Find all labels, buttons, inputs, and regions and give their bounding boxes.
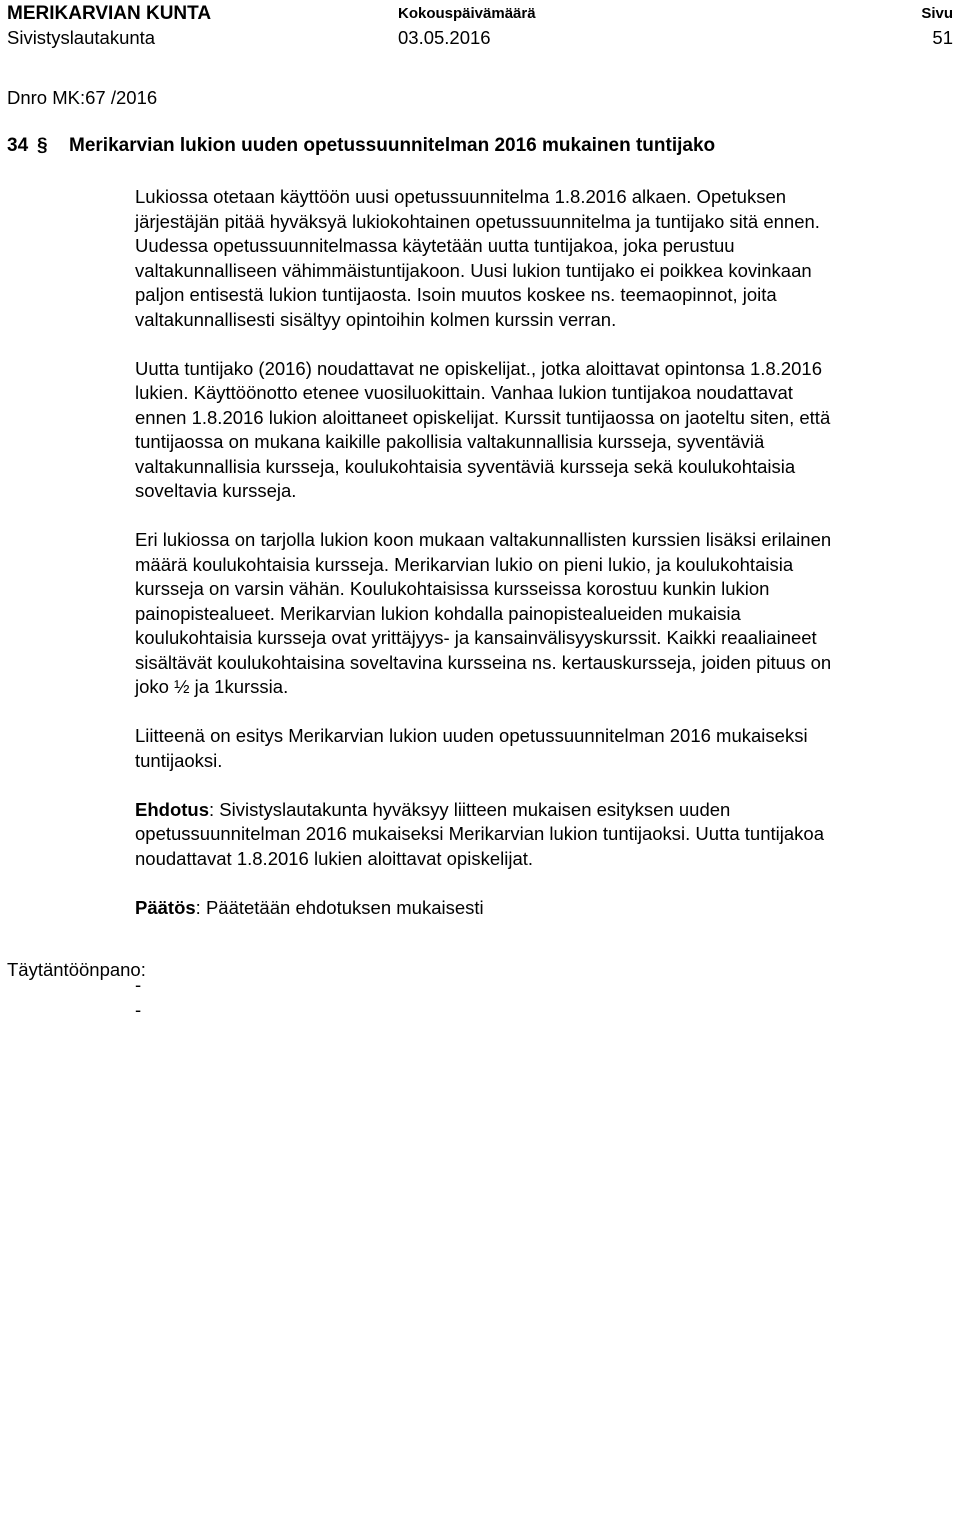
text-line: ennen 1.8.2016 lukion aloittaneet opiskelijat. Kurssit tuntijaossa on jaoteltu siten, että [135,406,831,428]
section-number: 34 [7,135,29,156]
text-line: tuntijaossa on mukana kaikille pakollisia valtakunnallisia kursseja, syventäviä [135,431,765,452]
page-header [0,0,960,56]
decision-label: Päätös [135,896,196,918]
decision-text: : Päätetään ehdotuksen mukaisesti [195,896,484,918]
date-label: Kokouspäivämäärä [398,5,536,22]
paragraph [135,724,955,773]
text-line: valtakunnallisia kursseja, koulukohtaisia syventäviä kursseja sekä koulukohtaisia [135,455,796,477]
text-line: Liitteenä on esitys Merikarvian lukion uuden opetussuunnitelman 2016 mukaiseksi [135,725,808,746]
header-org-block [7,2,211,50]
text-line: paljon entisestä lukion tuntijaosta. Isoin muutos koskee ns. teemaopinnot, joita [135,284,777,305]
header-date-block [398,4,536,50]
text-line: koulukohtaisia kursseja ovat yrittäjyys- ja kansainvälisyyskurssit. Kaikki reaaliaineet [135,627,817,648]
execution-item: - [135,999,142,1020]
header-page-block [921,4,953,50]
board-name: Sivistyslautakunta [7,27,156,48]
text-line: kursseja on varsin vähän. Koulukohtaisissa kursseissa korostuu kunkin lukion [135,578,770,599]
proposal-label: Ehdotus [135,798,209,820]
text-line: painopistealueet. Merikarvian lukion kohdalla painopistealueiden mukaisia [135,602,741,624]
paragraph [135,357,955,504]
text-line: opetussuunnitelman 2016 mukaiseksi Merikarvian lukion tuntijaoksi. Uutta tuntijakoa [135,823,824,844]
execution-list [135,972,141,1022]
text-line: määrä koulukohtaisia kursseja. Merikarvian lukio on pieni lukio, ja koulukohtaisia [135,553,794,575]
execution-label: Täytäntöönpano: [7,959,146,980]
text-line: tuntijaoksi. [135,749,223,771]
text-line: järjestäjän pitää hyväksyä lukiokohtainen opetussuunnitelma ja tuntijako sitä ennen. [135,210,820,232]
text-line: soveltavia kursseja. [135,480,297,501]
section-title [7,134,715,158]
text-line: noudattavat 1.8.2016 lukien aloittavat opiskelijat. [135,847,534,869]
text-line: Lukiossa otetaan käyttöön uusi opetussuunnitelma 1.8.2016 alkaen. Opetuksen [135,186,787,207]
text-line: Uutta tuntijako (2016) noudattavat ne opiskelijat., jotka aloittavat opintonsa 1.8.2016 [135,357,823,379]
paragraph [135,185,955,332]
text-line: : Sivistyslautakunta hyväksyy liitteen mukaisen esityksen uuden [209,798,731,820]
text-line: sisältävät koulukohtaisina soveltavina kursseina ns. kertauskursseja, joiden pituus on [135,651,832,673]
execution-item: - [135,974,142,995]
proposal [135,798,955,872]
meeting-date: 03.05.2016 [398,27,491,48]
decision [135,896,955,921]
document-body [135,185,955,920]
page-number: 51 [932,27,953,48]
record-number: Dnro MK:67 /2016 [7,87,158,108]
text-line: valtakunnallisesti sisältyy opintoihin kolmen kurssin verran. [135,308,617,330]
text-line: lukien. Käyttöönotto etenee vuosiluokittain. Vanhaa lukion tuntijakoa noudattavat [135,382,793,403]
section-symbol: § [37,135,48,156]
text-line: Eri lukiossa on tarjolla lukion koon mukaan valtakunnallisten kurssien lisäksi erilainen [135,529,832,550]
text-line: joko ½ ja 1kurssia. [135,676,289,697]
page-label: Sivu [921,5,953,22]
paragraph [135,528,955,700]
text-line: valtakunnalliseen vähimmäistuntijakoon. Uusi lukion tuntijako ei poikkea kovinkaan [135,259,812,281]
section-heading: Merikarvian lukion uuden opetussuunnitelman 2016 mukainen tuntijako [69,135,716,156]
text-line: Uudessa opetussuunnitelmassa käytetään uutta tuntijakoa, joka perustuu [135,235,735,256]
org-name: MERIKARVIAN KUNTA [7,3,212,24]
